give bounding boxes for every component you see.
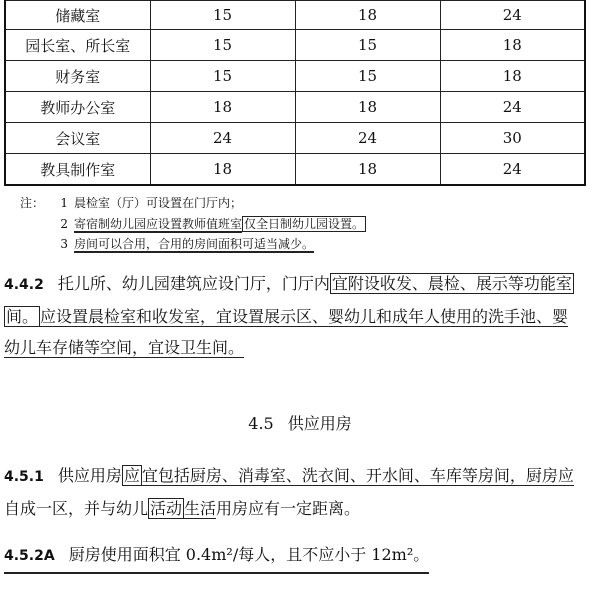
table-body: [5, 1, 585, 186]
area-value-cell: 18: [150, 154, 295, 186]
area-value-cell: 24: [295, 123, 440, 154]
boxed-text: 间。: [6, 307, 39, 326]
table-row: [5, 1, 585, 30]
section-number: 4.5: [248, 414, 274, 433]
room-name-cell: 储藏室: [5, 1, 150, 30]
area-table: [4, 0, 586, 186]
area-value-cell: 24: [440, 1, 585, 30]
section-title: 供应用房: [287, 414, 352, 433]
area-value-cell: 18: [150, 92, 295, 123]
area-value-cell: 15: [150, 30, 295, 61]
area-value-cell: 15: [150, 61, 295, 92]
note-1: 注： 1 晨检室（厅）可设置在门厅内；: [20, 193, 366, 214]
area-value-cell: 18: [295, 1, 440, 30]
room-name-cell: 会议室: [5, 123, 150, 154]
table-row: [5, 154, 585, 186]
note-2: 2 寄宿制幼儿园应设置教师值班室 仅全日制幼儿园设置。: [60, 216, 365, 231]
table-row: [5, 92, 585, 123]
table-row: [5, 61, 585, 92]
clause-4-4-2: 4.4.2 托儿所、幼儿园建筑应设门厅，门厅内 宜附设收发、晨检、展示等功能室 间。 应设置晨检室和收发室，宜设置展示区、婴幼儿和成年人使用的洗手池、婴 幼儿车存储等空间，宜设卫生间。: [4, 274, 572, 357]
table-notes: [20, 193, 366, 255]
notes-label: 注：: [20, 196, 45, 210]
room-name-cell: 教师办公室: [5, 92, 150, 123]
area-value-cell: 15: [295, 61, 440, 92]
area-value-cell: 18: [440, 30, 585, 61]
table-row: [5, 30, 585, 61]
clause-4-5-2a: 4.5.2A 厨房使用面积宜 0.4m²/每人，且不应小于 12m²。: [4, 539, 596, 574]
area-value-cell: 15: [150, 1, 295, 30]
clause-4-5-1: 4.5.1 供应用房 应 宜包括厨房、消毒室、洗衣间、开水间、车库等房间，厨房应 自成一区，并与幼儿 活动 生活用房应有一定距离。: [4, 466, 574, 518]
clause-number: 4.5.2A: [4, 548, 55, 564]
boxed-text: 仅全日制幼儿园设置。: [244, 216, 365, 231]
area-value-cell: 18: [440, 61, 585, 92]
boxed-text: 宜附设收发、晨检、展示等功能室: [331, 274, 572, 293]
area-value-cell: 24: [150, 123, 295, 154]
area-value-cell: 30: [440, 123, 585, 154]
note-3: 3 房间可以合用，合用的房间面积可适当减少。: [60, 237, 315, 251]
area-value-cell: 18: [295, 92, 440, 123]
area-value-cell: 24: [440, 92, 585, 123]
room-name-cell: 财务室: [5, 61, 150, 92]
table-row: [5, 123, 585, 154]
boxed-text: 应: [123, 466, 140, 485]
room-name-cell: 教具制作室: [5, 154, 150, 186]
area-value-cell: 15: [295, 30, 440, 61]
area-value-cell: 18: [295, 154, 440, 186]
room-name-cell: 园长室、所长室: [5, 30, 150, 61]
area-value-cell: 24: [440, 154, 585, 186]
boxed-text: 活动: [150, 499, 183, 518]
clause-number: 4.4.2: [4, 277, 44, 293]
section-heading-4-5: [0, 411, 600, 434]
clause-number: 4.5.1: [4, 469, 44, 485]
